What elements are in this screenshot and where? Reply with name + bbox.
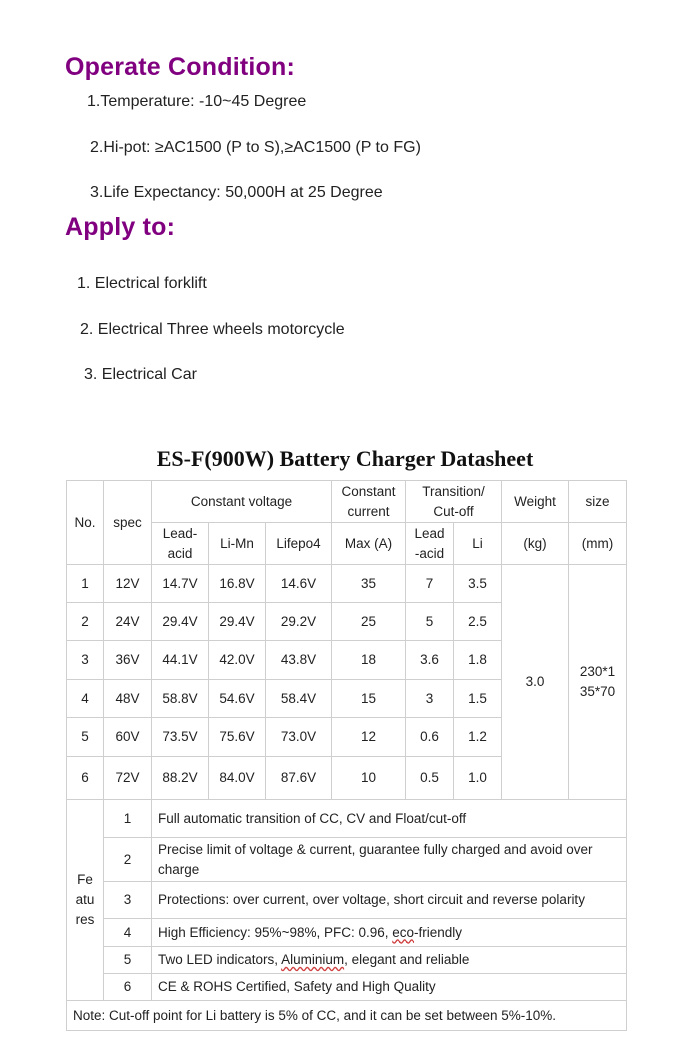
row-li-mn: 84.0V bbox=[209, 757, 266, 800]
feature-text: Full automatic transition of CC, CV and Float/cut-off bbox=[152, 800, 627, 838]
datasheet-table bbox=[66, 480, 627, 1031]
operate-item-temperature: 1.Temperature: -10~45 Degree bbox=[87, 93, 307, 110]
feature-no: 3 bbox=[104, 882, 152, 919]
feature-row bbox=[67, 947, 627, 974]
row-lifepo4: 87.6V bbox=[266, 757, 332, 800]
header-lead-acid: Lead- acid bbox=[152, 523, 209, 565]
row-no: 3 bbox=[67, 641, 104, 680]
header-no: No. bbox=[67, 481, 104, 565]
apply-item-forklift: 1. Electrical forklift bbox=[77, 275, 207, 292]
table-row bbox=[67, 565, 627, 603]
row-lifepo4: 29.2V bbox=[266, 603, 332, 641]
row-max-current: 18 bbox=[332, 641, 406, 680]
row-spec: 60V bbox=[104, 718, 152, 757]
row-li-mn: 16.8V bbox=[209, 565, 266, 603]
row-lead-acid: 73.5V bbox=[152, 718, 209, 757]
feature-row bbox=[67, 919, 627, 947]
row-lead-acid: 58.8V bbox=[152, 680, 209, 718]
row-spec: 48V bbox=[104, 680, 152, 718]
row-spec: 12V bbox=[104, 565, 152, 603]
row-transition-li: 1.5 bbox=[454, 680, 502, 718]
row-spec: 72V bbox=[104, 757, 152, 800]
operate-item-hipot: 2.Hi-pot: ≥AC1500 (P to S),≥AC1500 (P to FG) bbox=[90, 139, 421, 156]
row-transition-li: 1.0 bbox=[454, 757, 502, 800]
row-transition-li: 2.5 bbox=[454, 603, 502, 641]
header-max-a: Max (A) bbox=[332, 523, 406, 565]
row-transition-li: 1.8 bbox=[454, 641, 502, 680]
header-constant-current: Constant current bbox=[332, 481, 406, 523]
row-lifepo4: 43.8V bbox=[266, 641, 332, 680]
row-max-current: 10 bbox=[332, 757, 406, 800]
weight-value: 3.0 bbox=[502, 565, 569, 800]
row-transition-lead: 7 bbox=[406, 565, 454, 603]
feature-row bbox=[67, 974, 627, 1001]
row-lifepo4: 58.4V bbox=[266, 680, 332, 718]
feature-text: Two LED indicators, Aluminium, elegant and reliable bbox=[152, 947, 627, 974]
row-max-current: 12 bbox=[332, 718, 406, 757]
feature-no: 2 bbox=[104, 838, 152, 882]
header-constant-voltage: Constant voltage bbox=[152, 481, 332, 523]
header-weight: Weight bbox=[502, 481, 569, 523]
row-transition-lead: 5 bbox=[406, 603, 454, 641]
row-lead-acid: 44.1V bbox=[152, 641, 209, 680]
datasheet-note: Note: Cut-off point for Li battery is 5% of CC, and it can be set between 5%-10%. bbox=[67, 1001, 627, 1031]
header-transition: Transition/ Cut-off bbox=[406, 481, 502, 523]
row-transition-lead: 0.6 bbox=[406, 718, 454, 757]
row-no: 1 bbox=[67, 565, 104, 603]
header-size-unit: (mm) bbox=[569, 523, 627, 565]
feature-text: High Efficiency: 95%~98%, PFC: 0.96, eco-friendly bbox=[152, 919, 627, 947]
row-li-mn: 54.6V bbox=[209, 680, 266, 718]
header-size: size bbox=[569, 481, 627, 523]
feature-no: 5 bbox=[104, 947, 152, 974]
row-transition-lead: 3.6 bbox=[406, 641, 454, 680]
row-li-mn: 42.0V bbox=[209, 641, 266, 680]
apply-item-motorcycle: 2. Electrical Three wheels motorcycle bbox=[80, 321, 345, 338]
row-transition-lead: 3 bbox=[406, 680, 454, 718]
features-label: Fe atu res bbox=[67, 800, 104, 1001]
datasheet-title: ES-F(900W) Battery Charger Datasheet bbox=[156, 446, 534, 471]
row-no: 6 bbox=[67, 757, 104, 800]
header-li-mn: Li-Mn bbox=[209, 523, 266, 565]
row-lead-acid: 88.2V bbox=[152, 757, 209, 800]
feature-row bbox=[67, 882, 627, 919]
feature-text: CE & ROHS Certified, Safety and High Quality bbox=[152, 974, 627, 1001]
row-lead-acid: 29.4V bbox=[152, 603, 209, 641]
apply-item-car: 3. Electrical Car bbox=[84, 366, 197, 383]
header-spec: spec bbox=[104, 481, 152, 565]
feature-no: 1 bbox=[104, 800, 152, 838]
feature-no: 6 bbox=[104, 974, 152, 1001]
row-no: 2 bbox=[67, 603, 104, 641]
row-transition-li: 3.5 bbox=[454, 565, 502, 603]
feature-no: 4 bbox=[104, 919, 152, 947]
row-lifepo4: 73.0V bbox=[266, 718, 332, 757]
feature-text: Precise limit of voltage & current, guarantee fully charged and avoid over charge bbox=[152, 838, 627, 882]
row-max-current: 25 bbox=[332, 603, 406, 641]
header-t-lead-acid: Lead -acid bbox=[406, 523, 454, 565]
header-lifepo4: Lifepo4 bbox=[266, 523, 332, 565]
row-transition-li: 1.2 bbox=[454, 718, 502, 757]
row-lifepo4: 14.6V bbox=[266, 565, 332, 603]
row-lead-acid: 14.7V bbox=[152, 565, 209, 603]
row-spec: 36V bbox=[104, 641, 152, 680]
row-li-mn: 29.4V bbox=[209, 603, 266, 641]
row-no: 5 bbox=[67, 718, 104, 757]
feature-text: Protections: over current, over voltage, short circuit and reverse polarity bbox=[152, 882, 627, 919]
row-no: 4 bbox=[67, 680, 104, 718]
row-li-mn: 75.6V bbox=[209, 718, 266, 757]
row-max-current: 35 bbox=[332, 565, 406, 603]
feature-row bbox=[67, 800, 627, 838]
feature-row bbox=[67, 838, 627, 882]
size-value: 230*1 35*70 bbox=[569, 565, 627, 800]
row-transition-lead: 0.5 bbox=[406, 757, 454, 800]
row-max-current: 15 bbox=[332, 680, 406, 718]
apply-to-heading: Apply to: bbox=[65, 213, 176, 241]
header-t-li: Li bbox=[454, 523, 502, 565]
operate-item-life: 3.Life Expectancy: 50,000H at 25 Degree bbox=[90, 184, 383, 201]
operate-condition-heading: Operate Condition: bbox=[65, 53, 295, 81]
row-spec: 24V bbox=[104, 603, 152, 641]
header-weight-unit: (kg) bbox=[502, 523, 569, 565]
